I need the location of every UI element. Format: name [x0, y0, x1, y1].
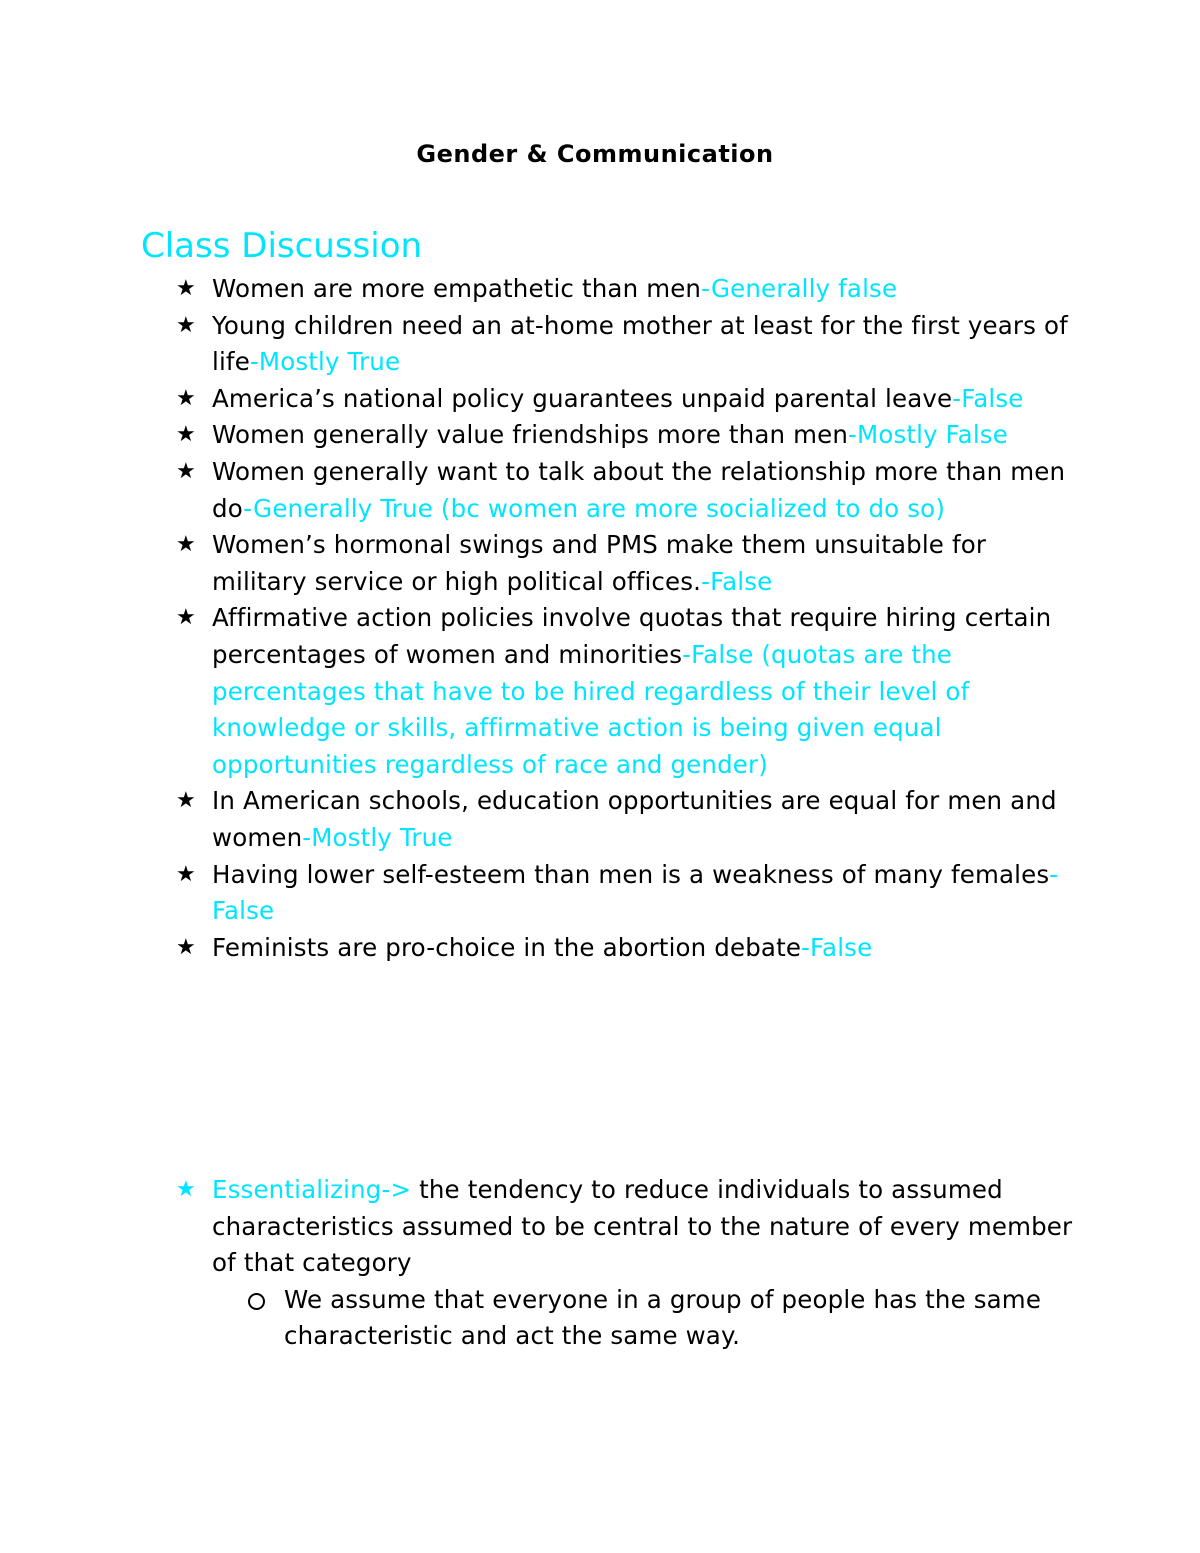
statement-text: Women are more empathetic than men	[212, 274, 702, 303]
list-item	[176, 600, 1076, 783]
answer-text: -False	[952, 383, 1024, 413]
star-bullet-icon: ★	[176, 385, 196, 411]
star-bullet-icon: ★	[176, 312, 196, 338]
star-bullet-icon: ★	[176, 532, 196, 558]
star-bullet-icon: ★	[176, 861, 196, 887]
answer-text: -Generally True (bc women are more socialized to do so)	[243, 493, 946, 523]
sub-point-list	[212, 1282, 1076, 1355]
list-item	[176, 454, 1076, 527]
star-bullet-icon: ★	[176, 458, 196, 484]
concept-term: Essentializing->	[212, 1175, 412, 1204]
answer-text: -Generally false	[701, 274, 898, 303]
answer-text: -False	[212, 859, 1059, 926]
answer-text: -Mostly True	[302, 822, 453, 852]
section-heading: Class Discussion	[141, 226, 423, 266]
statement-text: Affirmative action policies involve quotas that require hiring certain percentages of women and minorities	[212, 603, 1052, 669]
list-item	[176, 271, 1076, 308]
concept-list	[176, 1172, 1076, 1355]
list-item	[176, 783, 1076, 856]
star-bullet-icon: ★	[176, 276, 196, 301]
statement-text: America’s national policy guarantees unpaid parental leave	[212, 383, 953, 413]
list-item	[176, 527, 1076, 600]
statement-text: Feminists are pro-choice in the abortion debate	[212, 932, 802, 962]
star-bullet-icon: ★	[176, 605, 196, 631]
list-item	[176, 308, 1076, 381]
statement-text: Young children need an at-home mother at least for the first years of life	[212, 310, 1068, 377]
statement-text: Women generally want to talk about the relationship more than men do	[212, 456, 1066, 523]
concept-definition: the tendency to reduce individuals to assumed characteristics assumed to be central to the nature of every member of that category	[212, 1175, 1073, 1278]
answer-text: -Mostly True	[249, 347, 401, 377]
statement-text: Having lower self-esteem than men is a weakness of many females	[212, 859, 1050, 889]
answer-text: -Mostly False	[848, 420, 1008, 450]
list-item	[176, 930, 1076, 967]
sub-point-text: We assume that everyone in a group of people has the same characteristic and act the same way.	[284, 1284, 1042, 1351]
star-bullet-icon: ★	[176, 788, 196, 814]
statement-text: Women’s hormonal swings and PMS make them unsuitable for military service or high political offices.	[212, 530, 987, 596]
sub-point-item	[212, 1282, 1076, 1355]
statement-text: In American schools, education opportunities are equal for men and women	[212, 786, 1057, 852]
answer-text: -False	[801, 932, 873, 962]
list-item	[176, 857, 1076, 930]
list-item	[176, 417, 1076, 454]
answer-text: -False (quotas are the percentages that have to be hired regardless of their level of knowledge or skills, affirmative action is being given equal opportunities regardless of race and gender)	[212, 639, 970, 779]
star-bullet-icon: ★	[176, 934, 196, 960]
star-bullet-icon: ★	[176, 422, 196, 448]
document-title: Gender & Communication	[416, 140, 774, 168]
star-bullet-icon: ★	[176, 1177, 196, 1202]
hollow-circle-bullet-icon	[248, 1293, 265, 1310]
concept-item	[176, 1172, 1076, 1355]
statement-text: Women generally value friendships more than men	[212, 420, 849, 450]
discussion-list	[176, 271, 1076, 966]
answer-text: -False	[701, 566, 773, 596]
list-item	[176, 381, 1076, 418]
